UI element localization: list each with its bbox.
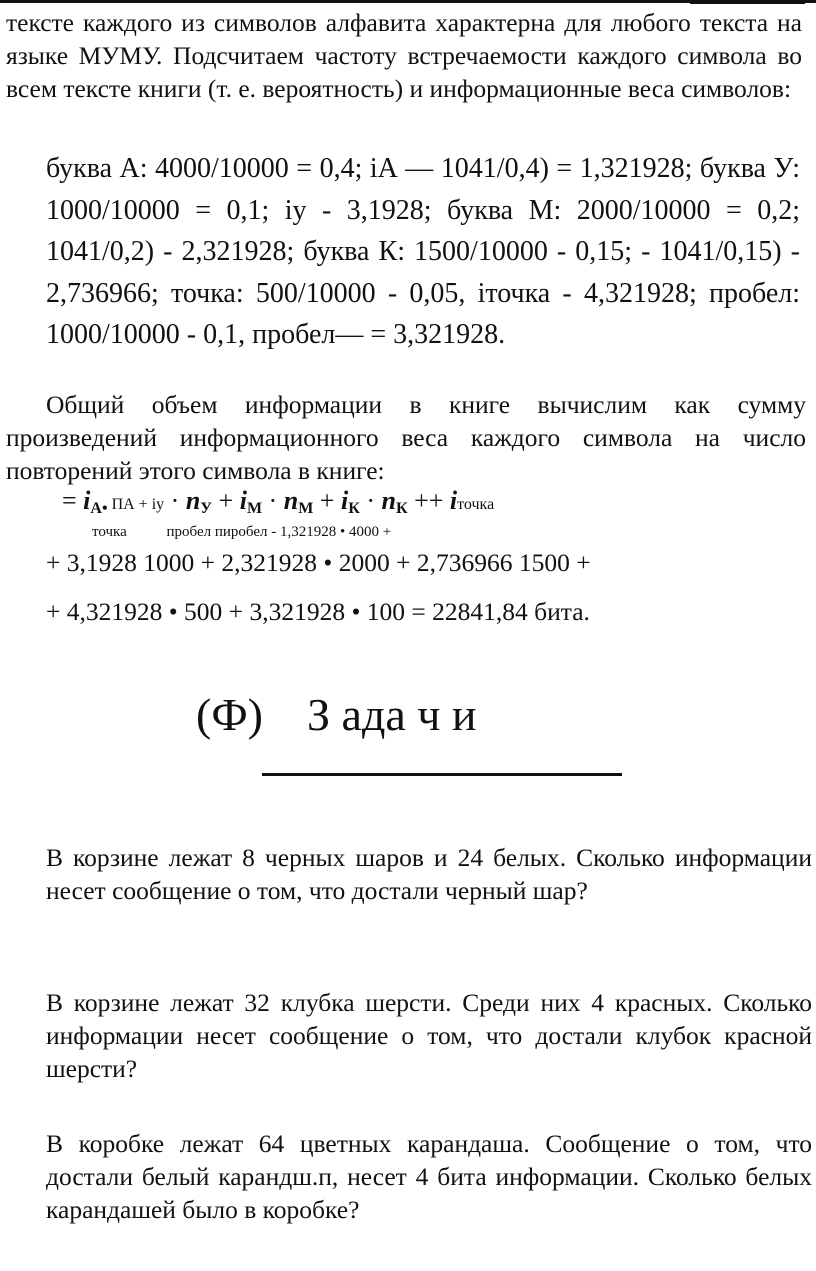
formula-plus-1: + <box>218 486 234 515</box>
total-information-paragraph: Общий объем информации в книге вычислим как сумму произведений информационного веса каждого символа на число повторений этого символа в книге: <box>6 390 806 485</box>
formula-i-m: i <box>239 486 247 515</box>
section-title: З ада ч и <box>306 689 477 740</box>
intro-paragraph: тексте каждого из символов алфавита характерна для любого текста на языке МУМУ. Подсчитаем частоту встречаемости каждого символа во всем тексте книги (т. е. вероятность) и информационные веса символов: <box>6 8 802 103</box>
formula-i-a: i <box>83 486 91 515</box>
top-border-accent <box>690 0 805 4</box>
formula-n-u-sub: У <box>200 500 213 517</box>
task-2: В корзине лежат 32 клубка шерсти. Среди них 4 красных. Сколько информации несет сообщение о том, что достали клубок красной шерсти? <box>46 988 812 1083</box>
formula-i-m-sub: М <box>246 500 263 517</box>
formula-line <box>62 486 494 518</box>
formula-i-a-sub: А• <box>90 500 108 517</box>
formula-n-k-sub: К <box>395 500 408 517</box>
formula-n-k: n <box>381 486 396 515</box>
formula-n-m-sub: М <box>298 500 314 517</box>
formula-n-u: n <box>185 486 201 515</box>
task-1: В корзине лежат 8 черных шаров и 24 белых. Сколько информации несет сообщение о том, что достали черный шар? <box>46 843 812 905</box>
section-marker: (Ф) <box>196 689 263 740</box>
formula-i-k-sub: К <box>348 500 360 517</box>
formula-plus-3: + <box>414 486 429 515</box>
formula-under-left: точка <box>92 524 127 540</box>
formula-dot-3: · <box>366 486 375 515</box>
formula-mid-text: ПА + iу <box>107 496 165 513</box>
section-heading <box>196 688 477 741</box>
formula-i-end: i <box>449 486 458 515</box>
formula-i-end-sub: точка <box>457 496 495 513</box>
heading-underline <box>262 773 622 776</box>
formula-result-line: + 4,321928 • 500 + 3,321928 • 100 = 22841,84 бита. <box>46 597 590 626</box>
formula-n-m: n <box>283 486 299 515</box>
formula-i-k: i <box>340 486 349 515</box>
calculation-paragraph: буква А: 4000/10000 = 0,4; iА — 1041/0,4) = 1,321928; буква У: 1000/10000 = 0,1; iу - 3,1928; буква М: 2000/10000 = 0,2; 1041/0,2) - 2,321928; буква К: 1500/10000 - 0,15; - 1041/0,15) - 2,736966; точка: 500/10000 - 0,05, iточка - 4,321928; пробел: 1000/10000 - 0,1, пробел— = 3,321928. <box>46 153 800 350</box>
formula-equals: = <box>62 486 77 515</box>
formula-under-right: пробел пиробел - 1,321928 • 4000 + <box>166 524 392 540</box>
formula-continuation-1: + 3,1928 1000 + 2,321928 • 2000 + 2,736966 1500 + <box>46 548 591 577</box>
task-3: В коробке лежат 64 цветных карандаша. Сообщение о том, что достали белый карандш.п, несет 4 бита информации. Сколько белых карандашей было в коробке? <box>46 1129 812 1224</box>
formula-plus-4: + <box>428 486 444 515</box>
formula-subscript-line <box>92 524 391 541</box>
formula-plus-2: + <box>319 486 335 515</box>
formula-dot-2: · <box>268 486 278 515</box>
formula-dot-1: · <box>170 486 180 515</box>
